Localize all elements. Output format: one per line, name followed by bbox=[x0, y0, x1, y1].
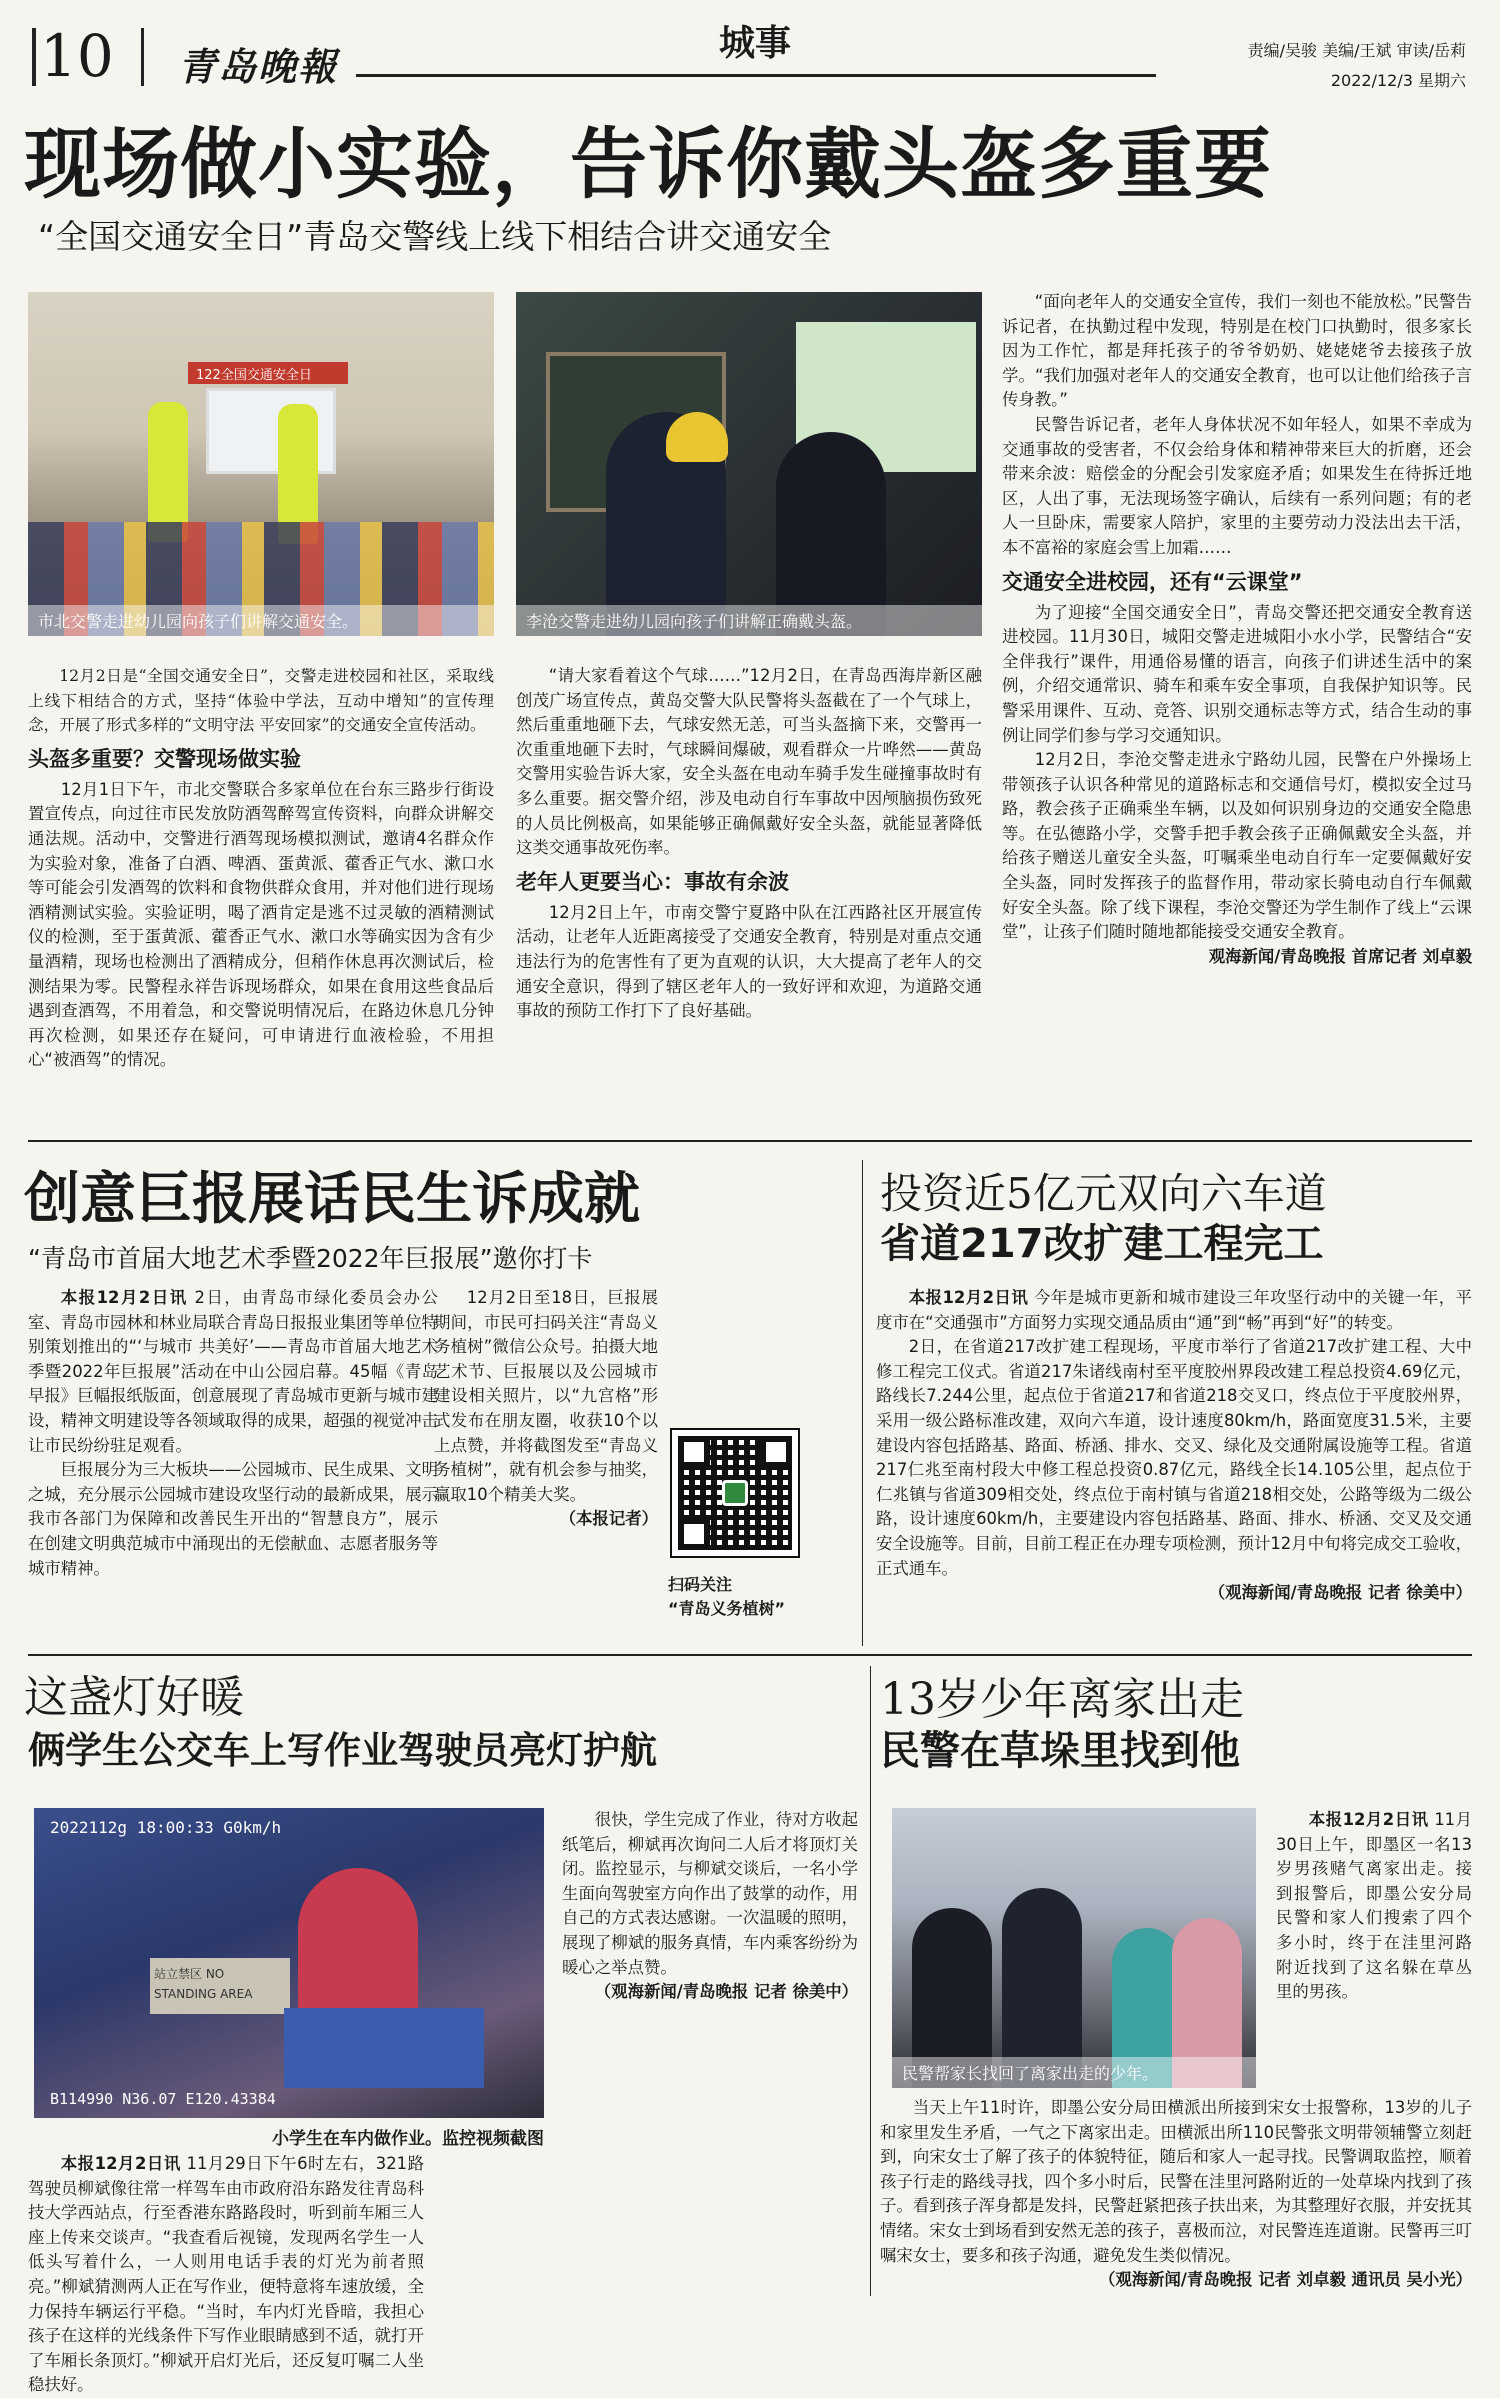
bus-body-left bbox=[28, 2152, 424, 2395]
photo-officer bbox=[148, 402, 188, 542]
lead-subheadline: “全国交通安全日”青岛交警线上线下相结合讲交通安全 bbox=[38, 217, 832, 256]
road-byline: （观海新闻/青岛晚报 记者 徐美中） bbox=[1208, 1583, 1472, 1603]
poster-column-1 bbox=[28, 1286, 438, 1640]
lead-photo2-caption: 李沧交警走进幼儿园向孩子们讲解正确戴头盔。 bbox=[516, 605, 982, 636]
poster-headline: 创意巨报展话民生诉成就 bbox=[24, 1167, 640, 1232]
poster-paragraph: 2日，由青岛市绿化委员会办公室、青岛市园林和林业局联合青岛日报报业集团等单位特别策划推出的“‘与城市 共美好’——青岛市首届大地艺术季暨2022年巨报展”活动在中山公园启幕。45幅《青岛早报》巨幅报纸版面，创意展现了青岛城市更新与城市建设，精神文明建设等各领域取得的成果，超强的视觉冲击让市民纷纷驻足观看。 bbox=[28, 1288, 438, 1455]
column-rule bbox=[870, 1666, 871, 2296]
lead-paragraph: 12月2日，李沧交警走进永宁路幼儿园，民警在户外操场上带领孩子认识各种常见的道路标志和交通信号灯，模拟安全过马路，教会孩子正确乘坐车辆，以及如何识别身边的交通安全隐患等。在弘德路小学，交警手把手教会孩子正确佩戴安全头盔，并给孩子赠送儿童安全头盔，叮嘱乘坐电动自行车一定要佩戴好安全头盔，同时发挥孩子的监督作用，带动家长骑电动自行车佩戴好安全头盔。除了线下课程，李沧交警还为学生制作了线上“云课堂”，让孩子们随时随地都能接受交通安全教育。 bbox=[1002, 750, 1472, 942]
lead-photo-kindergarten bbox=[28, 292, 494, 636]
qr-logo-icon bbox=[722, 1480, 748, 1506]
bus-paragraph: 很快，学生完成了作业，待对方收起纸笔后，柳斌再次询问二人后才将顶灯关闭。监控显示，与柳斌交谈后，一名小学生面向驾驶室方向作出了鼓掌的动作，用自己的方式表达感谢。一次温暖的照明，展现了柳斌的服务真情，车内乘客纷纷为暖心之举点赞。 bbox=[562, 1810, 858, 1977]
road-paragraph: 2日，在省道217改扩建工程现场，平度市举行了省道217改扩建工程、大中修工程完工仪式。省道217朱诸线南村至平度胶州界段改建工程总投资4.69亿元，路线长7.244公里，起点位于省道217和省道218交叉口，终点位于平度胶州界，采用一级公路标准改建，双向六车道，设计速度80km/h，路面宽度31.5米，主要建设内容包括路基、路面、桥涵、排水、交叉、绿化及交通附属设施等工程。省道217仁兆至南村段大中修工程总投资0.87亿元，路线全长14.105公里，起点位于仁兆镇与省道309相交处，终点位于南村镇与省道218相交处，公路等级为二级公路，设计速度60km/h，主要建设内容包括路基、路面、排水、桥涵、交叉及交通安全设施等。目前，目前工程正在办理专项检测，预计12月中旬将完成交工验收，正式通车。 bbox=[876, 1337, 1472, 1578]
lead-subhead-school: 交通安全进校园，还有“云课堂” bbox=[1002, 569, 1303, 594]
boy-lead-label: 本报12月2日讯 bbox=[1308, 1810, 1429, 1829]
lead-subhead-elderly: 老年人更要当心：事故有余波 bbox=[516, 869, 789, 894]
bus-paragraph: 11月29日下午6时左右，321路驾驶员柳斌像往常一样驾车由市政府沿东路发往青岛科技大学西站点，行至香港东路路段时，听到前车厢三人座上传来交谈声。“我查看后视镜，发现两名学生一人低头写着什么，一人则用电话手表的灯光为前者照亮。”柳斌猜测两人正在写作业，便特意将车速放缓，全力保持车辆运行平稳。“当时，车内灯光昏暗，我担心孩子在这样的光线条件下写作业眼睛感到不适，就打开了车厢长条顶灯。”柳斌开启灯光后，还反复叮嘱二人坐稳扶好。 bbox=[28, 2154, 424, 2395]
boy-headline-1: 13岁少年离家出走 bbox=[880, 1674, 1244, 1725]
lead-paragraph: “面向老年人的交通安全宣传，我们一刻也不能放松。”民警告诉记者，在执勤过程中发现，特别是在校门口执勤时，很多家长因为工作忙，都是拜托孩子的爷爷奶奶、姥姥姥爷去接孩子放学。“我们加强对老年人的交通安全教育，也可以让他们给孩子言传身教。” bbox=[1002, 292, 1472, 410]
lead-paragraph: “请大家看着这个气球……”12月2日，在青岛西海岸新区融创茂广场宣传点，黄岛交警大队民警将头盔截在了一个气球上，然后重重地砸下去，气球安然无恙，可当头盔摘下来，交警再一次重重地砸下去时，气球瞬间爆破，观看群众一片哗然——黄岛交警用实验告诉大家，安全头盔在电动车骑手发生碰撞事故时有多么重要。据交警介绍，涉及电动自行车事故中因颅脑损伤致死的人员比例极高，如果能够正确佩戴好安全头盔，就能显著降低这类交通事故死伤率。 bbox=[516, 666, 982, 858]
lead-headline: 现场做小实验，告诉你戴头盔多重要 bbox=[24, 121, 1272, 210]
road-lead-label: 本报12月2日讯 bbox=[908, 1288, 1029, 1307]
bus-body-right bbox=[562, 1808, 858, 2296]
section-rule bbox=[28, 1140, 1472, 1142]
bus-cctv-photo bbox=[34, 1808, 544, 2118]
boy-body-right bbox=[1276, 1808, 1472, 2088]
lead-byline: 观海新闻/青岛晚报 首席记者 刘卓毅 bbox=[1208, 946, 1472, 966]
road-paragraph: 今年是城市更新和城市建设三年攻坚行动中的关键一年，平度市在“交通强市”方面努力实现交通品质由“通”到“畅”再到“好”的转变。 bbox=[876, 1288, 1472, 1332]
lead-column-1 bbox=[28, 664, 494, 1073]
lead-photo-helmet bbox=[516, 292, 982, 636]
lead-paragraph: 为了迎接“全国交通安全日”，青岛交警还把交通安全教育送进校园。11月30日，城阳交警走进城阳小水小学，民警结合“安全伴我行”课件，用通俗易懂的语言，向孩子们讲述生活中的案例，介绍交通常识、骑车和乘车安全事项，自我保护知识等。民警采用课件、互动、竞答、识别交通标志等方式，结合生动的事例让同学们参与学习交通知识。 bbox=[1002, 602, 1472, 745]
section-name: 城事 bbox=[718, 23, 791, 64]
lead-column-3 bbox=[1002, 290, 1472, 1126]
bus-photo-caption: 小学生在车内做作业。监控视频截图 bbox=[272, 2129, 544, 2149]
boy-paragraph: 11月30日上午，即墨区一名13岁男孩赌气离家出走。接到报警后，即墨公安分局民警和家人们搜索了四个多小时，终于在洼里河路附近找到了这名躲在草丛里的男孩。 bbox=[1276, 1810, 1472, 2002]
bus-headline-2: 俩学生公交车上写作业驾驶员亮灯护航 bbox=[28, 1729, 657, 1772]
bus-sign-text: 站立禁区 NO STANDING AREA bbox=[154, 1967, 253, 2001]
boy-headline-2: 民警在草垛里找到他 bbox=[880, 1728, 1240, 1774]
lead-photo1-caption: 市北交警走进幼儿园向孩子们讲解交通安全。 bbox=[28, 605, 494, 636]
road-headline-2: 省道217改扩建工程完工 bbox=[880, 1221, 1324, 1267]
poster-byline: （本报记者） bbox=[559, 1509, 658, 1529]
road-headline-1: 投资近5亿元双向六车道 bbox=[880, 1169, 1327, 1218]
paper-name: 青岛晚報 bbox=[178, 44, 339, 89]
poster-qr-code[interactable] bbox=[672, 1430, 798, 1556]
bus-cctv-coordinates: B114990 N36.07 E120.43384 bbox=[50, 2090, 276, 2108]
qr-caption-1: 扫码关注 bbox=[668, 1575, 733, 1594]
lead-column-2 bbox=[516, 664, 982, 1126]
bus-headline-1: 这盏灯好暖 bbox=[24, 1672, 244, 1723]
poster-lead-label: 本报12月2日讯 bbox=[60, 1288, 188, 1307]
poster-paragraph: 巨报展分为三大板块——公园城市、民生成果、文明之城，充分展示公园城市建设攻坚行动的最新成果，展示我市各部门为保障和改善民生开出的“智慧良方”，展示在创建文明典范城市中涌现出的无偿献血、志愿者服务等城市精神。 bbox=[28, 1460, 438, 1578]
section-rule bbox=[28, 1654, 1472, 1656]
qr-caption-2: “青岛义务植树” bbox=[668, 1599, 786, 1618]
column-rule bbox=[862, 1160, 863, 1646]
lead-subhead-helmet: 头盔多重要？交警现场做实验 bbox=[28, 746, 301, 771]
issue-date: 2022/12/3 星期六 bbox=[1330, 71, 1466, 90]
qr-finder bbox=[678, 1436, 710, 1468]
photo-board-text: 122全国交通安全日 bbox=[196, 368, 312, 383]
poster-paragraph: 12月2日至18日，巨报展期间，市民可扫码关注“青岛义务植树”微信公众号。拍摄大地艺术节、巨报展以及公园城市建设相关照片，以“九宫格”形式发布在朋友圈，收获10个以上点赞，并将截图发至“青岛义务植树”，就有机会参与抽奖，赢取10个精美大奖。 bbox=[434, 1288, 658, 1504]
bus-cctv-timestamp: 2022112g 18:00:33 G0km/h bbox=[50, 1818, 282, 1837]
boy-paragraph: 当天上午11时许，即墨公安分局田横派出所接到宋女士报警称，13岁的儿子和家里发生矛盾，一气之下离家出走。田横派出所110民警张文明带领辅警立刻赶到，向宋女士了解了孩子的体貌特征，随后和家人一起寻找。民警调取监控，顺着孩子行走的路线寻找，四个多小时后，民警在洼里河路附近的一处草垛内找到了孩子。看到孩子浑身都是发抖，民警赶紧把孩子扶出来，为其整理好衣服，并安抚其情绪。宋女士到场看到安然无恙的孩子，喜极而泣，对民警连连道谢。民警再三叮嘱宋女士，要多和孩子沟通，避免发生类似情况。 bbox=[880, 2098, 1472, 2265]
masthead bbox=[0, 0, 1500, 100]
page-number: 10 bbox=[40, 22, 114, 90]
qr-finder bbox=[760, 1436, 792, 1468]
boy-byline: （观海新闻/青岛晚报 记者 刘卓毅 通讯员 吴小光） bbox=[1098, 2270, 1472, 2290]
qr-finder bbox=[678, 1518, 710, 1550]
lead-paragraph: 民警告诉记者，老年人身体状况不如年轻人，如果不幸成为交通事故的受害者，不仅会给身体和精神带来巨大的折磨，还会带来余波：赔偿金的分配会引发家庭矛盾；如果发生在待拆迁地区，人出了事，无法现场签字确认，后续有一系列问题；有的老人一旦卧床，需要家人陪护，家里的主要劳动力没法出去干活，本不富裕的家庭会雪上加霜…… bbox=[1002, 414, 1472, 557]
editor-credits: 责编/吴骏 美编/王斌 审读/岳莉 bbox=[1247, 41, 1466, 60]
masthead-rule bbox=[356, 74, 1156, 77]
boy-photo-caption: 民警帮家长找回了离家出走的少年。 bbox=[892, 2057, 1256, 2088]
lead-paragraph: 12月2日上午，市南交警宁夏路中队在江西路社区开展宣传活动，让老年人近距离接受了交通安全教育，特别是对重点交通违法行为的危害性有了更为直观的认识，大大提高了老年人的交通安全意识，得到了辖区老年人的一致好评和欢迎，为道路交通事故的预防工作打下了良好基础。 bbox=[516, 902, 982, 1021]
boy-body-bottom bbox=[880, 2096, 1472, 2300]
poster-subheadline: “青岛市首届大地艺术季暨2022年巨报展”邀你打卡 bbox=[28, 1244, 593, 1273]
lead-intro: 12月2日是“全国交通安全日”，交警走进校园和社区，采取线上线下相结合的方式，坚持“体验中学法，互动中增知”的宣传理念，开展了形式多样的“文明守法 平安回家”的交通安全宣传活动。 bbox=[28, 667, 494, 735]
boy-photo bbox=[892, 1808, 1256, 2088]
road-body bbox=[876, 1286, 1472, 1646]
lead-paragraph: 12月1日下午，市北交警联合多家单位在台东三路步行街设置宣传点，向过往市民发放防酒驾醉驾宣传资料，向群众讲解交通法规。活动中，交警进行酒驾现场模拟测试，邀请4名群众作为实验对象，准备了白酒、啤酒、蛋黄派、藿香正气水、漱口水等可能会引发酒驾的饮料和食物供群众食用，并对他们进行现场酒精测试实验。实验证明，喝了酒肯定是逃不过灵敏的酒精测试仪的检测，至于蛋黄派、藿香正气水、漱口水等确实因为含有少量酒精，现场也检测出了酒精成分，但稍作休息再次测试后，检测结果为零。民警程永祥告诉现场群众，如果在食用这些食品后遇到查酒驾，不用着急，和交警说明情况后，在路边休息几分钟再次检测，如果还存在疑问，可申请进行血液检验，不用担心“被酒驾”的情况。 bbox=[28, 779, 494, 1070]
bus-seat bbox=[284, 2008, 484, 2088]
bus-byline: （观海新闻/青岛晚报 记者 徐美中） bbox=[594, 1982, 859, 2002]
bus-lead-label: 本报12月2日讯 bbox=[60, 2154, 181, 2173]
